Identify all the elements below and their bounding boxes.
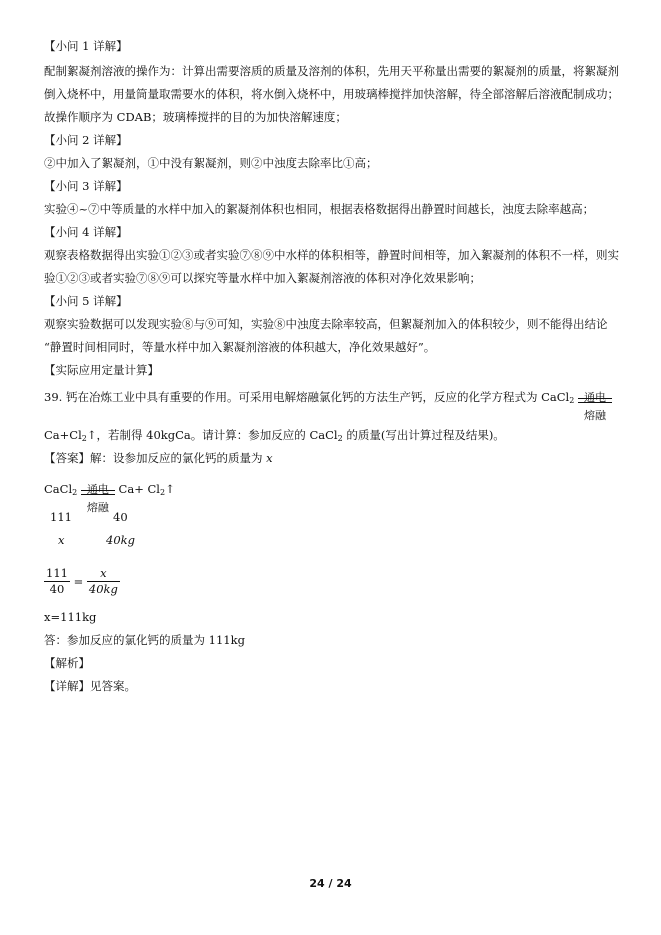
equation-reactant-sub: 2 <box>72 488 78 497</box>
analysis-heading: 【解析】 <box>44 656 90 670</box>
q39-text-line-2 <box>44 427 505 447</box>
var-right <box>106 532 135 548</box>
q3-heading: 【小问 3 详解】 <box>44 179 128 193</box>
proportion-left-denominator: 40 <box>49 582 65 596</box>
proportion-left-numerator: 111 <box>46 566 68 580</box>
equation-products-sub: 2 <box>159 488 166 497</box>
q39-line2-sub-1: 2 <box>81 434 87 443</box>
proportion-right-denominator <box>87 582 120 597</box>
var-left <box>58 532 65 548</box>
proportion-right <box>87 566 120 597</box>
q2-text-line-1: ②中加入了絮凝剂，①中没有絮凝剂，则②中浊度去除率比①高； <box>44 156 378 170</box>
proportion-equation <box>44 566 120 597</box>
page-number: 24 / 24 <box>309 877 352 890</box>
q39-line2-part-b: ↑，若制得 40kgCa。请计算：参加反应的 CaCl <box>86 428 338 442</box>
q5-text-line-1: 观察实验数据可以发现实验⑧与⑨可知，实验⑧中浊度去除率较高，但絮凝剂加入的体积较少，则不能得出结论 <box>44 317 608 331</box>
q39-text-sub: 2 <box>569 396 575 405</box>
condition-bottom: 熔融 <box>583 409 606 422</box>
q5-text-line-2: “静置时间相同时，等量水样中加入絮凝剂溶液的体积越大，净化效果越好”。 <box>44 340 436 354</box>
reaction-condition <box>578 383 612 422</box>
mass-left: 111 <box>50 510 72 524</box>
q4-text-line-2: 验①②③或者实验⑦⑧⑨可以探究等量水样中加入絮凝剂溶液的体积对净化效果影响； <box>44 271 481 285</box>
gas-arrow-icon: ↑ <box>165 482 175 496</box>
q5-heading: 【小问 5 详解】 <box>44 294 128 308</box>
equation-condition <box>81 475 115 514</box>
q39-line2-sub-2: 2 <box>337 434 343 443</box>
equation-condition-bottom: 熔融 <box>86 501 109 514</box>
chemical-equation <box>44 474 175 514</box>
var-right-text: 40kg <box>106 533 135 547</box>
q1-heading: 【小问 1 详解】 <box>44 39 128 53</box>
q39-text: 39. 钙在冶炼工业中具有重要的作用。可采用电解熔融氯化钙的方法生产钙，反应的化学方程式为 CaCl <box>44 390 570 404</box>
q3-text-line-1: 实验④~⑦中等质量的水样中加入的絮凝剂体积也相同，根据表格数据得出静置时间越长，浊度去除率越高； <box>44 202 595 216</box>
equation-condition-top: 通电 <box>86 483 109 496</box>
proportion-equals: = <box>73 574 84 589</box>
proportion-right-denominator-text: 40kg <box>88 582 118 596</box>
detail-line: 【详解】见答案。 <box>44 679 136 693</box>
q4-text-line-1: 观察表格数据得出实验①②③或者实验⑦⑧⑨中水样的体积相等，静置时间相等，加入絮凝剂的体积不一样，则实 <box>44 248 619 262</box>
mass-right: 40 <box>113 510 128 524</box>
proportion-right-numerator <box>87 566 120 582</box>
equation-reactant: CaCl <box>44 482 73 496</box>
q1-text-line-2: 倒入烧杯中，用量筒量取需要水的体积，将水倒入烧杯中，用玻璃棒搅拌加快溶解，待全部溶解后溶液配制成功； <box>44 87 619 101</box>
conclusion-line: 答：参加反应的氯化钙的质量为 111kg <box>44 633 245 647</box>
condition-top: 通电 <box>583 391 606 404</box>
answer-line <box>44 450 273 466</box>
q39-text-line-1 <box>44 382 612 422</box>
answer-label: 【答案】解：设参加反应的氯化钙的质量为 <box>44 451 263 465</box>
section-title: 【实际应用定量计算】 <box>44 363 159 377</box>
var-left-text: x <box>58 533 65 547</box>
proportion-left <box>44 566 70 597</box>
equation-products: Ca+ Cl <box>118 482 160 496</box>
q39-line2-part-a: Ca+Cl <box>44 428 82 442</box>
answer-variable: x <box>266 451 273 465</box>
q2-heading: 【小问 2 详解】 <box>44 133 128 147</box>
q1-text-line-1: 配制絮凝剂溶液的操作为：计算出需要溶质的质量及溶剂的体积，先用天平称量出需要的絮凝剂的质量，将絮凝剂 <box>44 64 619 78</box>
q39-line2-part-c: 的质量(写出计算过程及结果)。 <box>342 428 505 442</box>
q1-text-line-3: 故操作顺序为 CDAB；玻璃棒搅拌的目的为加快溶解速度； <box>44 110 347 124</box>
q4-heading: 【小问 4 详解】 <box>44 225 128 239</box>
result-line: x=111kg <box>44 610 97 624</box>
proportion-right-numerator-text: x <box>100 566 107 580</box>
